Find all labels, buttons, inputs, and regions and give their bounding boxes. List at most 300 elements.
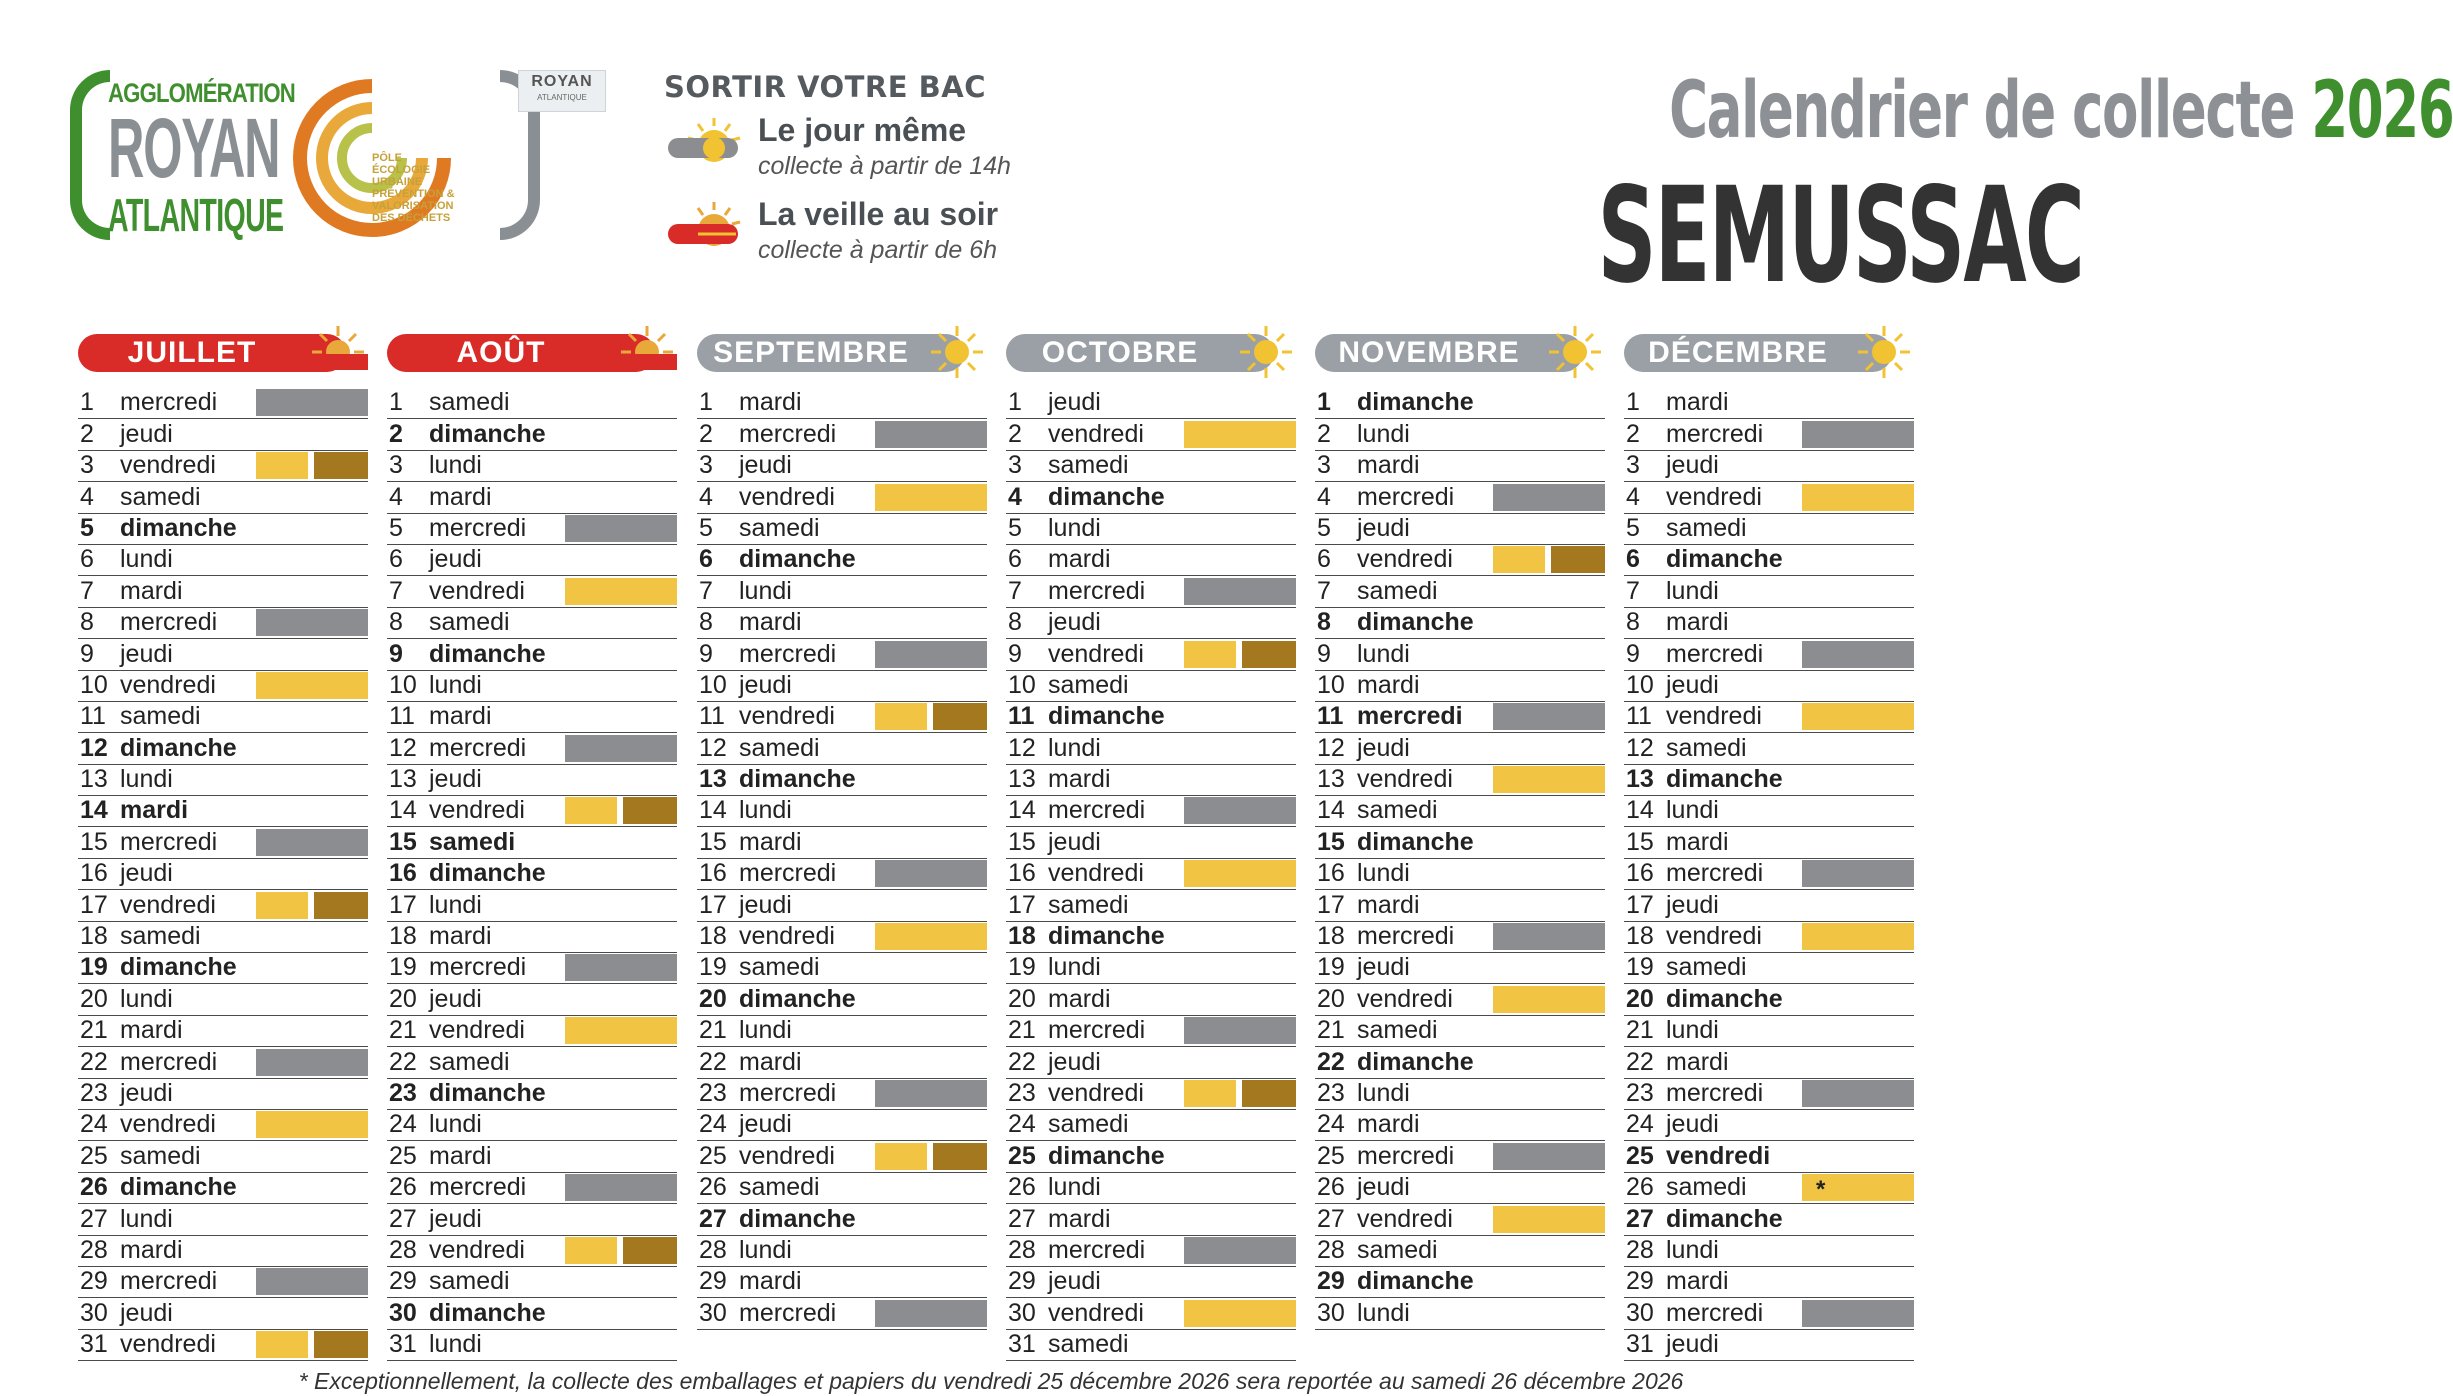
day-number: 28 [389, 1235, 417, 1264]
collection-grey-bin [875, 641, 987, 668]
day-row [1315, 1236, 1605, 1267]
collection-yellow-bin [565, 1017, 677, 1044]
day-number: 23 [389, 1078, 417, 1107]
day-row [387, 1298, 677, 1329]
day-name: jeudi [739, 451, 792, 480]
day-name: dimanche [120, 953, 237, 982]
day-number: 29 [80, 1267, 108, 1296]
day-row [697, 639, 987, 670]
day-row [1624, 388, 1914, 419]
sun-icon [1854, 322, 1914, 382]
day-row [387, 827, 677, 858]
day-name: lundi [120, 765, 173, 794]
day-row [697, 1173, 987, 1204]
day-number: 3 [389, 451, 403, 480]
day-number: 24 [699, 1110, 727, 1139]
day-name: vendredi [1357, 1204, 1453, 1233]
day-number: 29 [1317, 1267, 1345, 1296]
day-number: 7 [389, 576, 403, 605]
day-row [1006, 1173, 1296, 1204]
day-name: lundi [1048, 1173, 1101, 1202]
day-name: mercredi [429, 513, 527, 542]
month-column [1315, 330, 1605, 1330]
day-number: 1 [80, 388, 94, 417]
day-row [697, 1204, 987, 1235]
day-row [1624, 1298, 1914, 1329]
day-number: 9 [1626, 639, 1640, 668]
day-row [1315, 1016, 1605, 1047]
day-name: dimanche [1666, 765, 1783, 794]
day-name: vendredi [1357, 545, 1453, 574]
day-name: samedi [120, 702, 201, 731]
day-row [387, 514, 677, 545]
day-name: samedi [1357, 1016, 1438, 1045]
day-number: 31 [1008, 1330, 1036, 1359]
day-name: mardi [1357, 1110, 1420, 1139]
day-number: 28 [1317, 1235, 1345, 1264]
day-number: 29 [1008, 1267, 1036, 1296]
day-name: jeudi [1357, 513, 1410, 542]
day-number: 2 [1008, 419, 1022, 448]
day-number: 8 [1008, 608, 1022, 637]
day-name: jeudi [1666, 1330, 1719, 1359]
day-number: 10 [1317, 670, 1345, 699]
day-row [1624, 859, 1914, 890]
day-name: lundi [1666, 796, 1719, 825]
day-name: mardi [739, 827, 802, 856]
day-number: 27 [1008, 1204, 1036, 1233]
day-name: jeudi [429, 545, 482, 574]
day-number: 30 [389, 1298, 417, 1327]
month-column [1006, 330, 1296, 1361]
day-row [78, 890, 368, 921]
day-row [1624, 1047, 1914, 1078]
day-number: 11 [699, 702, 725, 731]
day-name: lundi [739, 1235, 792, 1264]
day-number: 21 [1008, 1016, 1036, 1045]
collection-yellow-and-glass [1184, 1080, 1296, 1107]
day-name: mardi [120, 576, 183, 605]
day-number: 14 [699, 796, 727, 825]
day-row [697, 890, 987, 921]
day-name: dimanche [1666, 1204, 1783, 1233]
day-row [387, 1141, 677, 1172]
day-row [1006, 671, 1296, 702]
day-number: 13 [80, 765, 108, 794]
day-name: dimanche [1048, 482, 1165, 511]
day-name: mercredi [1357, 482, 1455, 511]
day-row [1624, 419, 1914, 450]
day-name: lundi [1357, 419, 1410, 448]
day-row [1315, 1204, 1605, 1235]
day-name: vendredi [1666, 482, 1762, 511]
day-row [1006, 388, 1296, 419]
day-row [1315, 419, 1605, 450]
day-name: mardi [1357, 451, 1420, 480]
day-name: mercredi [429, 953, 527, 982]
day-row [1624, 1204, 1914, 1235]
day-name: lundi [1357, 639, 1410, 668]
day-row [1315, 702, 1605, 733]
day-name: samedi [1357, 576, 1438, 605]
day-name: mercredi [739, 419, 837, 448]
day-row [387, 482, 677, 513]
day-name: lundi [739, 1016, 792, 1045]
day-row [387, 1079, 677, 1110]
day-number: 27 [1317, 1204, 1345, 1233]
day-number: 19 [389, 953, 417, 982]
day-name: dimanche [429, 859, 546, 888]
day-row [1624, 1173, 1914, 1204]
day-row [1006, 1236, 1296, 1267]
day-number: 12 [699, 733, 727, 762]
day-row [1006, 1079, 1296, 1110]
day-number: 22 [80, 1047, 108, 1076]
day-name: lundi [120, 984, 173, 1013]
month-name: DÉCEMBRE [1624, 334, 1892, 372]
day-number: 25 [389, 1141, 417, 1170]
day-number: 13 [1317, 765, 1345, 794]
day-name: mercredi [120, 1267, 218, 1296]
day-number: 29 [699, 1267, 727, 1296]
day-row [78, 1079, 368, 1110]
collection-grey-bin [565, 515, 677, 542]
day-row [78, 1016, 368, 1047]
day-name: lundi [1666, 1016, 1719, 1045]
pole-line: DES DÉCHETS [372, 212, 451, 224]
day-number: 16 [1008, 859, 1036, 888]
day-row [78, 1204, 368, 1235]
day-row [1315, 608, 1605, 639]
day-row [1006, 1047, 1296, 1078]
day-number: 14 [1008, 796, 1036, 825]
collection-yellow-bin [1802, 923, 1914, 950]
day-number: 8 [699, 608, 713, 637]
day-number: 16 [389, 859, 417, 888]
day-row [697, 482, 987, 513]
day-number: 8 [389, 608, 403, 637]
day-name: dimanche [1666, 984, 1783, 1013]
day-name: jeudi [120, 419, 173, 448]
day-row [78, 953, 368, 984]
day-row [1315, 922, 1605, 953]
day-row [78, 827, 368, 858]
day-row [697, 1267, 987, 1298]
day-name: jeudi [429, 984, 482, 1013]
day-row [1006, 1267, 1296, 1298]
day-list [1624, 388, 1914, 1361]
day-name: mercredi [739, 1078, 837, 1107]
legend-jour-meme-label: Le jour même [758, 112, 967, 148]
day-name: mardi [1048, 545, 1111, 574]
day-name: jeudi [1048, 608, 1101, 637]
day-name: lundi [1666, 576, 1719, 605]
town-name [1300, 159, 2084, 313]
day-name: vendredi [1048, 859, 1144, 888]
day-number: 23 [80, 1078, 108, 1107]
day-number: 22 [389, 1047, 417, 1076]
day-row [1006, 859, 1296, 890]
day-number: 25 [1626, 1141, 1654, 1170]
day-row [1624, 514, 1914, 545]
day-row [1315, 451, 1605, 482]
day-number: 24 [389, 1110, 417, 1139]
day-name: mardi [1666, 1267, 1729, 1296]
day-number: 3 [80, 451, 94, 480]
day-name: mardi [429, 482, 492, 511]
day-name: dimanche [1048, 922, 1165, 951]
collection-grey-bin [565, 735, 677, 762]
day-name: jeudi [120, 859, 173, 888]
day-row [697, 827, 987, 858]
day-name: lundi [1357, 1078, 1410, 1107]
day-row [697, 1016, 987, 1047]
day-list [1006, 388, 1296, 1361]
month-header [1624, 330, 1914, 374]
day-name: mercredi [1357, 922, 1455, 951]
day-name: jeudi [1357, 733, 1410, 762]
day-number: 9 [1317, 639, 1331, 668]
day-name: dimanche [429, 419, 546, 448]
day-number: 26 [389, 1173, 417, 1202]
day-name: jeudi [1357, 953, 1410, 982]
day-name: mardi [739, 1047, 802, 1076]
day-row [78, 1047, 368, 1078]
collection-grey-bin [1802, 641, 1914, 668]
day-number: 6 [1008, 545, 1022, 574]
day-row [78, 1298, 368, 1329]
day-row [387, 1330, 677, 1361]
day-name: jeudi [429, 765, 482, 794]
collection-grey-bin [875, 860, 987, 887]
collection-grey-bin [1184, 1237, 1296, 1264]
day-row [1624, 451, 1914, 482]
collection-yellow-and-glass [256, 892, 368, 919]
day-number: 15 [389, 827, 417, 856]
day-number: 2 [1626, 419, 1640, 448]
day-row [387, 1016, 677, 1047]
sunset-icon [617, 322, 677, 382]
royan-badge [518, 70, 606, 112]
day-row [1006, 796, 1296, 827]
day-name: jeudi [1666, 1110, 1719, 1139]
month-name: OCTOBRE [1006, 334, 1274, 372]
day-row [387, 922, 677, 953]
day-name: dimanche [1048, 1141, 1165, 1170]
day-number: 26 [699, 1173, 727, 1202]
day-row [387, 984, 677, 1015]
day-name: mercredi [1666, 1298, 1764, 1327]
day-name: jeudi [429, 1204, 482, 1233]
day-row [1315, 796, 1605, 827]
day-number: 22 [1626, 1047, 1654, 1076]
day-row [78, 733, 368, 764]
day-row [697, 576, 987, 607]
day-number: 7 [699, 576, 713, 605]
day-number: 27 [389, 1204, 417, 1233]
day-number: 29 [1626, 1267, 1654, 1296]
day-name: jeudi [120, 1298, 173, 1327]
day-number: 20 [1626, 984, 1654, 1013]
red-bin-sunset-icon [664, 200, 748, 260]
day-number: 8 [1626, 608, 1640, 637]
day-list [697, 388, 987, 1330]
day-number: 29 [389, 1267, 417, 1296]
day-number: 22 [699, 1047, 727, 1076]
collection-yellow-bin [1184, 1300, 1296, 1327]
day-number: 6 [389, 545, 403, 574]
day-number: 4 [389, 482, 403, 511]
day-row [1315, 827, 1605, 858]
day-number: 24 [1626, 1110, 1654, 1139]
day-number: 9 [699, 639, 713, 668]
day-row [78, 1267, 368, 1298]
day-number: 4 [1626, 482, 1640, 511]
day-number: 18 [699, 922, 727, 951]
calendar-title-text [1669, 66, 2453, 156]
day-name: jeudi [739, 670, 792, 699]
grey-bin-sun-icon [664, 116, 748, 176]
day-row [78, 702, 368, 733]
day-row [1006, 1330, 1296, 1361]
day-number: 20 [80, 984, 108, 1013]
day-number: 26 [1008, 1173, 1036, 1202]
day-number: 2 [1317, 419, 1331, 448]
day-name: vendredi [1357, 984, 1453, 1013]
day-name: mercredi [1357, 1141, 1455, 1170]
day-name: mardi [739, 1267, 802, 1296]
day-row [387, 545, 677, 576]
day-row [1006, 514, 1296, 545]
day-row [697, 796, 987, 827]
collection-grey-bin [256, 829, 368, 856]
day-name: dimanche [429, 1298, 546, 1327]
day-row [1006, 576, 1296, 607]
day-number: 14 [1626, 796, 1654, 825]
day-list [1315, 388, 1605, 1330]
day-number: 31 [1626, 1330, 1654, 1359]
day-name: mardi [1666, 827, 1729, 856]
day-name: dimanche [1357, 1267, 1474, 1296]
day-number: 30 [80, 1298, 108, 1327]
day-name: jeudi [739, 1110, 792, 1139]
sun-icon [1545, 322, 1605, 382]
day-name: samedi [120, 1141, 201, 1170]
collection-yellow-bin [875, 923, 987, 950]
day-name: vendredi [739, 922, 835, 951]
day-number: 16 [1626, 859, 1654, 888]
day-name: vendredi [1666, 1141, 1771, 1170]
day-number: 12 [1626, 733, 1654, 762]
day-row [697, 1141, 987, 1172]
day-row [78, 1173, 368, 1204]
day-row [1624, 545, 1914, 576]
day-row [1315, 1267, 1605, 1298]
day-number: 10 [699, 670, 727, 699]
day-number: 7 [1008, 576, 1022, 605]
day-number: 3 [1626, 451, 1640, 480]
day-number: 5 [80, 513, 94, 542]
badge-bottom: ATLANTIQUE [537, 93, 587, 102]
collection-grey-bin [1493, 484, 1605, 511]
day-name: lundi [429, 1110, 482, 1139]
day-row [1624, 1330, 1914, 1361]
day-name: mercredi [739, 1298, 837, 1327]
day-name: mercredi [739, 639, 837, 668]
day-row [1006, 545, 1296, 576]
day-row [1315, 482, 1605, 513]
day-number: 28 [1626, 1235, 1654, 1264]
badge-top: ROYAN [531, 73, 593, 90]
day-number: 10 [80, 670, 108, 699]
day-name: lundi [1048, 513, 1101, 542]
day-number: 21 [699, 1016, 727, 1045]
day-number: 4 [80, 482, 94, 511]
collection-grey-bin [1493, 923, 1605, 950]
day-row [1315, 859, 1605, 890]
day-number: 31 [80, 1330, 108, 1359]
day-name: dimanche [120, 1173, 237, 1202]
day-number: 14 [80, 796, 108, 825]
day-number: 15 [1008, 827, 1036, 856]
day-name: mercredi [1048, 1235, 1146, 1264]
day-name: jeudi [1666, 451, 1719, 480]
day-number: 26 [80, 1173, 108, 1202]
day-number: 16 [699, 859, 727, 888]
day-number: 17 [1317, 890, 1345, 919]
calendar-title [1300, 66, 2453, 156]
legend-jour-meme [664, 112, 1084, 188]
day-name: dimanche [739, 1204, 856, 1233]
day-row [1315, 1141, 1605, 1172]
day-row [1624, 702, 1914, 733]
day-name: vendredi [429, 796, 525, 825]
day-name: mardi [120, 1016, 183, 1045]
day-number: 2 [389, 419, 403, 448]
day-number: 16 [1317, 859, 1345, 888]
day-number: 11 [1008, 702, 1035, 731]
day-row [78, 451, 368, 482]
sun-icon [1236, 322, 1296, 382]
day-number: 25 [1317, 1141, 1345, 1170]
collection-grey-bin [1184, 578, 1296, 605]
day-number: 12 [1008, 733, 1036, 762]
day-row [697, 922, 987, 953]
day-name: vendredi [120, 1110, 216, 1139]
pole-text [372, 152, 482, 224]
day-name: vendredi [120, 451, 216, 480]
day-row [697, 765, 987, 796]
day-number: 14 [389, 796, 417, 825]
day-number: 23 [1317, 1078, 1345, 1107]
legend-veille-label: La veille au soir [758, 196, 999, 232]
day-name: vendredi [739, 482, 835, 511]
day-number: 1 [389, 388, 403, 417]
legend-veille-sub: collecte à partir de 6h [758, 236, 998, 264]
day-row [1624, 953, 1914, 984]
month-column [387, 330, 677, 1361]
day-number: 21 [80, 1016, 108, 1045]
day-name: lundi [429, 670, 482, 699]
collection-grey-bin [1802, 860, 1914, 887]
day-row [697, 608, 987, 639]
day-name: jeudi [1048, 1047, 1101, 1076]
day-name: lundi [739, 796, 792, 825]
day-number: 17 [1626, 890, 1654, 919]
day-name: samedi [429, 827, 516, 856]
collection-yellow-bin [1802, 703, 1914, 730]
day-row [1006, 451, 1296, 482]
